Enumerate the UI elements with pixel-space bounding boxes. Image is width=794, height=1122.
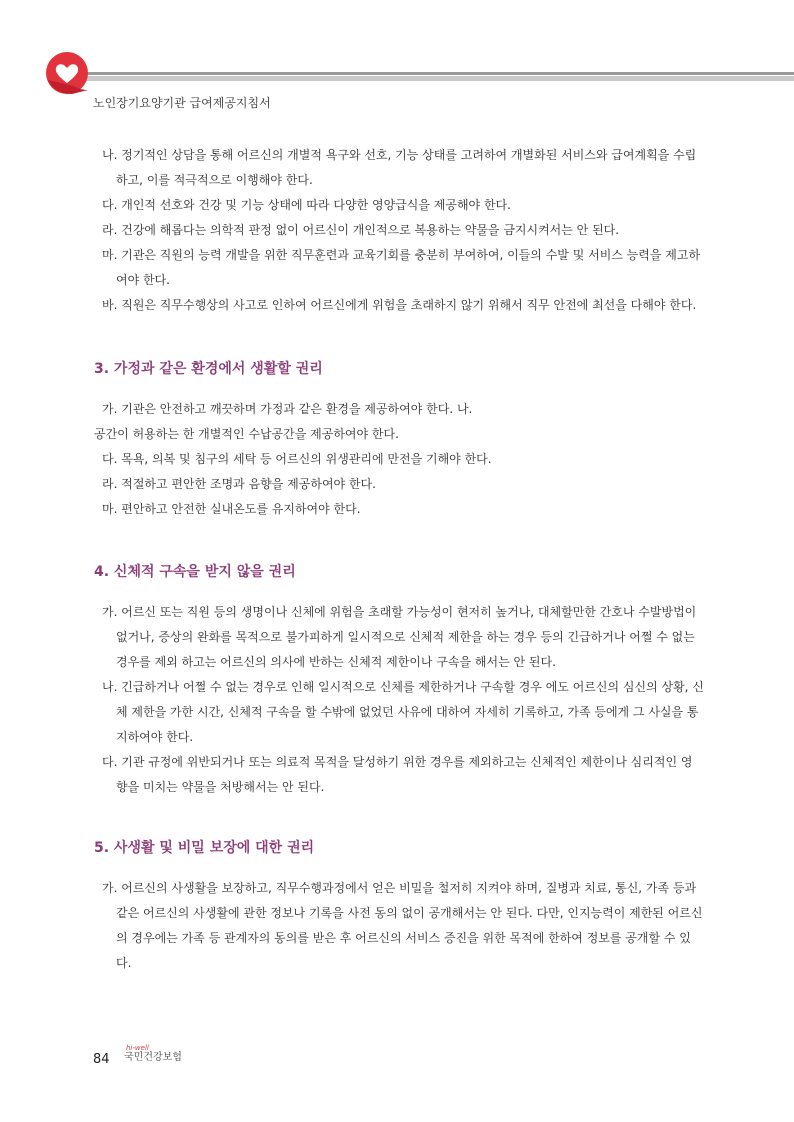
list-item: 라. 건강에 해롭다는 의학적 판정 없이 어르신이 개인적으로 복용하는 약물을 금지시켜서는 안 된다. <box>102 223 620 237</box>
list-item: 마. 기관은 직원의 능력 개발을 위한 직무훈련과 교육기회를 충분히 부여하여, 이들의 수발 및 서비스 능력을 제고하여야 한다. <box>102 248 701 287</box>
brand-name: 국민건강보험 <box>124 1052 182 1063</box>
section-heading: 5. 사생활 및 비밀 보장에 대한 권리 <box>94 840 315 856</box>
heart-logo-icon <box>44 50 92 98</box>
header-rule-light <box>78 76 794 81</box>
section-heading: 3. 가정과 같은 환경에서 생활할 권리 <box>94 361 323 377</box>
list-item: 다. 목욕, 의복 및 침구의 세탁 등 어르신의 위생관리에 만전을 기해야 한다. <box>102 452 492 466</box>
list-item: 가. 어르신의 사생활을 보장하고, 직무수행과정에서 얻은 비밀을 철저히 지켜야 하며, 질병과 치료, 통신, 가족 등과 같은 어르신의 사생활에 관한 정보나 기록을 사전 동의 없이 공개해서는 안 된다. 다만, 인지능력이 제한된 어르신의 경우에는 가족 등 관계자의 동의를 받은 후 어르신의 서비스 증진을 위한 목적에 한하여 정보를 공개할 수 있다. <box>102 881 703 970</box>
brand-tagline: hi-well <box>126 1044 149 1052</box>
header-rule-dark <box>78 72 794 75</box>
list-item: 나. 긴급하거나 어쩔 수 없는 경우로 인해 일시적으로 신체를 제한하거나 구속할 경우 에도 어르신의 심신의 상황, 신체 제한을 가한 시간, 신체적 구속을 할 수밖에 없었던 사유에 대하여 자세히 기록하고, 가족 등에게 그 사실을 통지하여야 한다. <box>102 680 704 744</box>
list-item: 라. 적절하고 편안한 조명과 음향을 제공하여야 한다. <box>102 477 376 491</box>
list-item: 공간이 허용하는 한 개별적인 수납공간을 제공하여야 한다. <box>94 427 399 441</box>
list-item: 마. 편안하고 안전한 실내온도를 유지하여야 한다. <box>102 502 361 516</box>
list-item: 가. 기관은 안전하고 깨끗하며 가정과 같은 환경을 제공하여야 한다. 나. <box>102 402 473 416</box>
list-item: 가. 어르신 또는 직원 등의 생명이나 신체에 위험을 초래할 가능성이 현저히 높거나, 대체할만한 간호나 수발방법이 없거나, 증상의 완화를 목적으로 불가피하게 일시적으로 신체적 제한을 하는 경우 등의 긴급하거나 어쩔 수 없는 경우를 제외 하고는 어르신의 의사에 반하는 신체적 제한이나 구속을 해서는 안 된다. <box>102 605 697 669</box>
page-number: 84 <box>93 1052 110 1067</box>
page-content <box>94 143 704 976</box>
list-item: 바. 직원은 직무수행상의 사고로 인하여 어르신에게 위험을 초래하지 않기 위해서 직무 안전에 최선을 다해야 한다. <box>102 298 697 312</box>
list-item: 다. 기관 규정에 위반되거나 또는 의료적 목적을 달성하기 위한 경우를 제외하고는 신체적인 제한이나 심리적인 영향을 미치는 약물을 처방해서는 안 된다. <box>102 755 693 794</box>
section-heading: 4. 신체적 구속을 받지 않을 권리 <box>94 564 296 580</box>
list-item: 다. 개인적 선호와 건강 및 기능 상태에 따라 다양한 영양급식을 제공해야 한다. <box>102 198 511 212</box>
header-bar <box>78 72 794 82</box>
footer-brand <box>124 1044 182 1064</box>
list-item: 나. 정기적인 상담을 통해 어르신의 개별적 욕구와 선호, 기능 상태를 고려하여 개별화된 서비스와 급여계획을 수립하고, 이를 적극적으로 이행해야 한다. <box>102 148 697 187</box>
document-title: 노인장기요양기관 급여제공지침서 <box>93 96 271 110</box>
